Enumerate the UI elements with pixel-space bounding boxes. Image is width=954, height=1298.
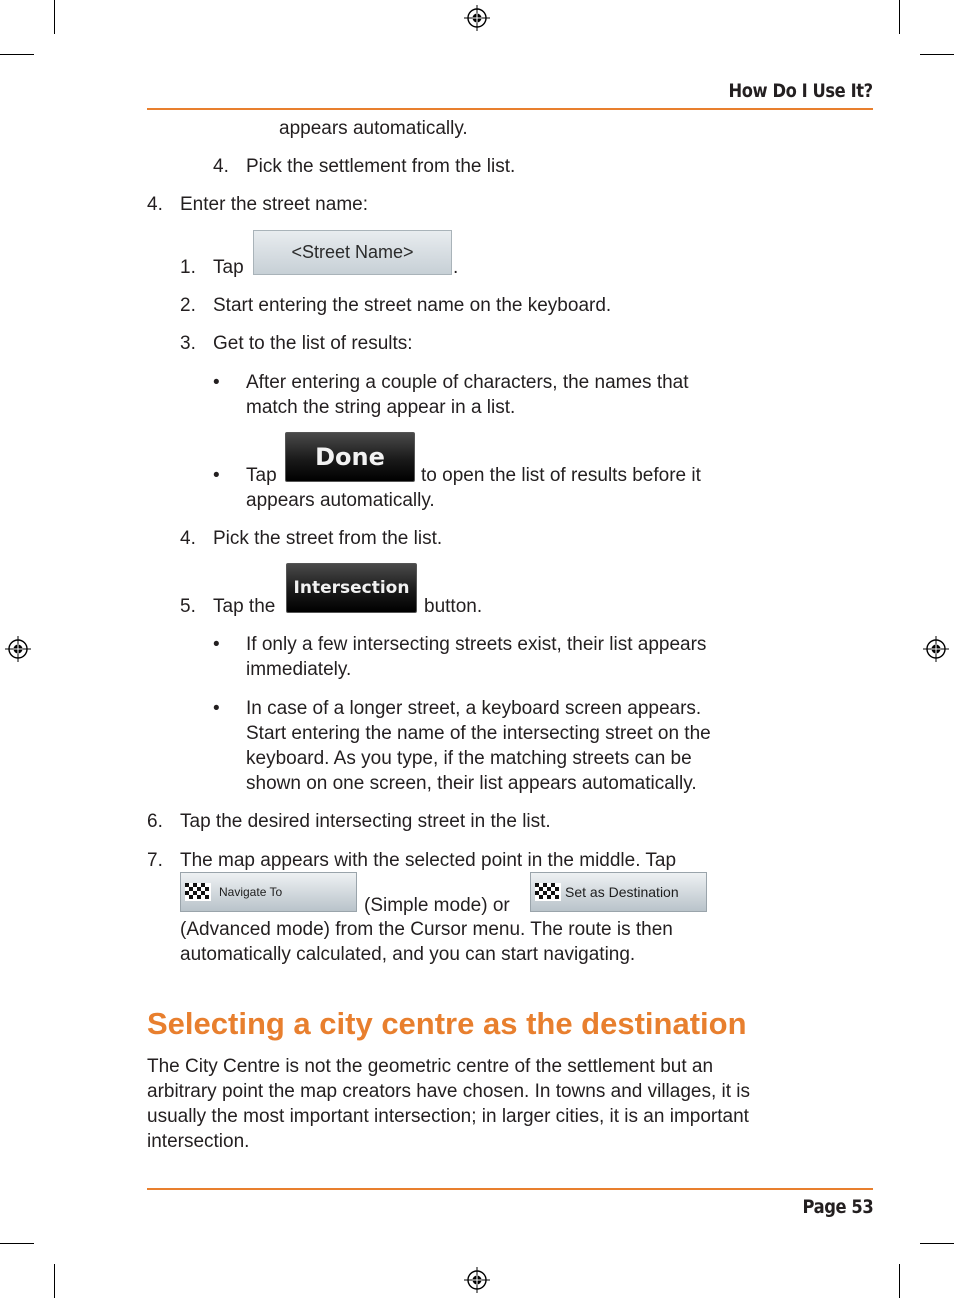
bullet-text: Tap bbox=[246, 465, 277, 486]
step-number: 6. bbox=[147, 811, 163, 832]
bullet-text: shown on one screen, their list appears automatically. bbox=[246, 773, 697, 794]
list-number: 2. bbox=[180, 295, 196, 316]
continuation-line: appears automatically. bbox=[279, 118, 468, 139]
bullet-text: After entering a couple of characters, the names that bbox=[246, 372, 689, 393]
list-item-text: Tap bbox=[213, 257, 244, 278]
paragraph-line: usually the most important intersection; in larger cities, it is an important bbox=[147, 1106, 749, 1127]
list-number: 4. bbox=[213, 156, 229, 177]
registration-mark-icon bbox=[463, 4, 491, 32]
registration-mark-icon bbox=[922, 635, 950, 663]
list-item-text: Get to the list of results: bbox=[213, 333, 413, 354]
done-button[interactable]: Done bbox=[285, 432, 415, 482]
crop-mark-icon bbox=[54, 1264, 55, 1298]
list-number: 4. bbox=[180, 528, 196, 549]
bullet-text: match the string appear in a list. bbox=[246, 397, 516, 418]
paragraph-line: arbitrary point the map creators have chosen. In towns and villages, it is bbox=[147, 1081, 751, 1102]
bullet-text: to open the list of results before it bbox=[421, 465, 701, 486]
bullet-text: Start entering the name of the intersecting street on the bbox=[246, 723, 711, 744]
list-number: 3. bbox=[180, 333, 196, 354]
crop-mark-icon bbox=[0, 54, 34, 55]
bullet-text: In case of a longer street, a keyboard screen appears. bbox=[246, 698, 702, 719]
step-number: 4. bbox=[147, 194, 163, 215]
step-text: automatically calculated, and you can start navigating. bbox=[180, 944, 636, 965]
step-text: (Advanced mode) from the Cursor menu. The route is then bbox=[180, 919, 673, 940]
section-title: Selecting a city centre as the destination bbox=[147, 1006, 747, 1041]
step-text: (Simple mode) or bbox=[364, 895, 510, 916]
bullet-text: keyboard. As you type, if the matching streets can be bbox=[246, 748, 692, 769]
paragraph-line: intersection. bbox=[147, 1131, 250, 1152]
page-number: Page 53 bbox=[802, 1196, 873, 1218]
list-item-text: button. bbox=[424, 596, 483, 617]
navigate-to-label: Navigate To bbox=[219, 885, 283, 899]
running-header: How Do I Use It? bbox=[728, 80, 873, 102]
checkered-flag-icon bbox=[535, 883, 561, 901]
punctuation: . bbox=[453, 257, 459, 278]
list-number: 5. bbox=[180, 596, 196, 617]
set-as-destination-button[interactable] bbox=[530, 872, 707, 912]
step-text: Enter the street name: bbox=[180, 194, 368, 215]
crop-mark-icon bbox=[899, 0, 900, 34]
list-item-text: Tap the bbox=[213, 596, 276, 617]
bullet-icon: • bbox=[213, 465, 220, 486]
header-rule bbox=[147, 108, 873, 110]
list-item-text: Start entering the street name on the keyboard. bbox=[213, 295, 612, 316]
bullet-icon: • bbox=[213, 698, 220, 719]
step-text: Tap the desired intersecting street in the list. bbox=[180, 811, 551, 832]
crop-mark-icon bbox=[920, 1243, 954, 1244]
paragraph-line: The City Centre is not the geometric centre of the settlement but an bbox=[147, 1056, 714, 1077]
bullet-text: appears automatically. bbox=[246, 490, 435, 511]
bullet-text: immediately. bbox=[246, 659, 352, 680]
street-name-button[interactable]: <Street Name> bbox=[253, 230, 452, 275]
list-item-text: Pick the settlement from the list. bbox=[246, 156, 516, 177]
bullet-text: If only a few intersecting streets exist, their list appears bbox=[246, 634, 707, 655]
crop-mark-icon bbox=[899, 1264, 900, 1298]
intersection-button[interactable]: Intersection bbox=[286, 563, 417, 613]
bullet-icon: • bbox=[213, 634, 220, 655]
step-number: 7. bbox=[147, 850, 163, 871]
checkered-flag-icon bbox=[185, 883, 211, 901]
crop-mark-icon bbox=[920, 54, 954, 55]
crop-mark-icon bbox=[0, 1243, 34, 1244]
crop-mark-icon bbox=[54, 0, 55, 34]
step-text: The map appears with the selected point in the middle. Tap bbox=[180, 850, 677, 871]
list-item-text: Pick the street from the list. bbox=[213, 528, 443, 549]
navigate-to-button[interactable] bbox=[180, 872, 357, 912]
bullet-icon: • bbox=[213, 372, 220, 393]
registration-mark-icon bbox=[463, 1266, 491, 1294]
list-number: 1. bbox=[180, 257, 196, 278]
set-as-destination-label: Set as Destination bbox=[565, 884, 679, 900]
registration-mark-icon bbox=[4, 635, 32, 663]
footer-rule bbox=[147, 1188, 873, 1190]
